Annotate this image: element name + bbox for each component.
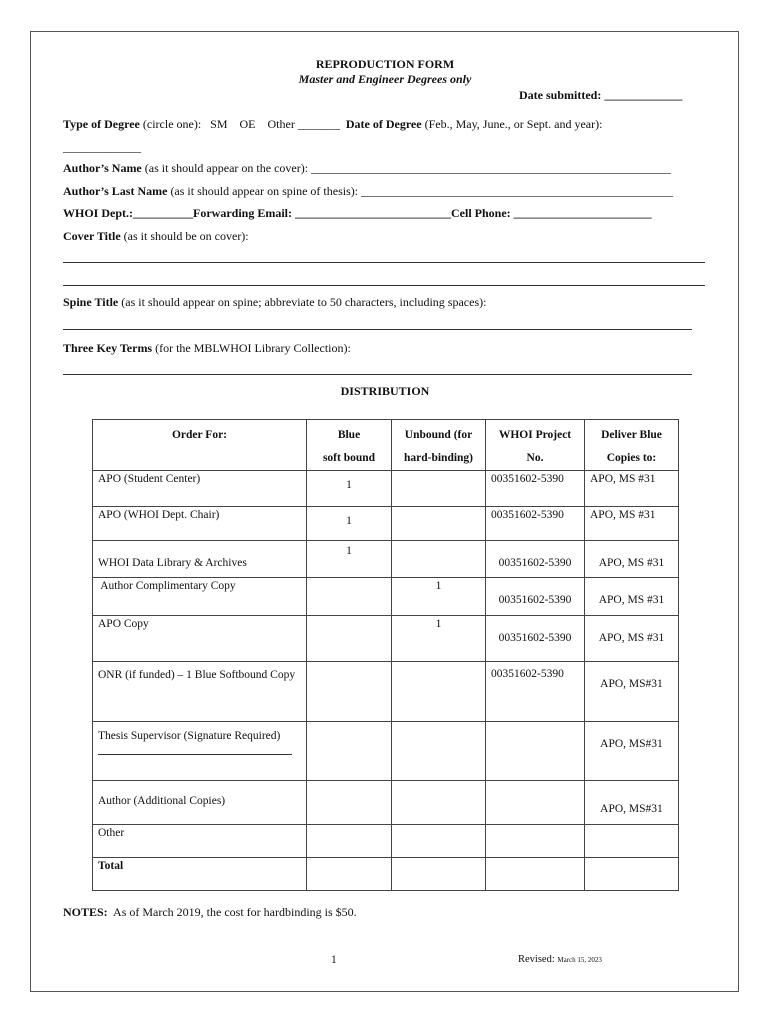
- cover-title-hint: (as it should be on cover):: [120, 229, 249, 243]
- table-row: [93, 507, 679, 541]
- col-blue-soft-bound: Blue soft bound: [307, 420, 392, 471]
- blue-cell[interactable]: [307, 781, 392, 825]
- deliver-cell: APO, MS#31: [585, 662, 679, 722]
- order-for-cell: Author Complimentary Copy: [93, 578, 307, 616]
- blue-cell[interactable]: [307, 616, 392, 662]
- deliver-cell: APO, MS #31: [585, 507, 679, 541]
- cover-title-field[interactable]: [63, 229, 249, 244]
- degree-date-line[interactable]: _____________: [63, 140, 141, 154]
- unbound-cell[interactable]: 1: [392, 578, 486, 616]
- degree-date-label: Date of Degree: [345, 117, 422, 131]
- revised-date-value: March 15, 2023: [557, 956, 602, 964]
- key-terms-hint: (for the MBLWHOI Library Collection):: [152, 341, 351, 355]
- unbound-cell[interactable]: 1: [392, 616, 486, 662]
- deliver-cell: [585, 858, 679, 891]
- spine-title-field[interactable]: [63, 295, 486, 310]
- revised-date: [518, 954, 602, 965]
- degree-options[interactable]: SM OE Other _______: [210, 117, 340, 131]
- order-for-cell: [93, 722, 307, 781]
- order-for-cell: APO Copy: [93, 616, 307, 662]
- order-for-cell: WHOI Data Library & Archives: [93, 541, 307, 578]
- spine-title-hint: (as it should appear on spine; abbreviate to 50 characters, including spaces):: [118, 295, 487, 309]
- author-name-label: Author’s Name: [63, 161, 142, 175]
- date-submitted-field[interactable]: Date submitted: _____________: [519, 88, 683, 102]
- table-row: [93, 722, 679, 781]
- unbound-cell[interactable]: [392, 722, 486, 781]
- page-number: 1: [331, 954, 337, 966]
- key-terms-label: Three Key Terms: [63, 341, 153, 355]
- distribution-table: [92, 419, 679, 891]
- cover-title-label: Cover Title: [63, 229, 121, 243]
- unbound-cell[interactable]: [392, 781, 486, 825]
- deliver-cell: APO, MS #31: [585, 541, 679, 578]
- table-row: [93, 662, 679, 722]
- deliver-cell: APO, MS #31: [585, 471, 679, 507]
- order-for-cell: Author (Additional Copies): [93, 781, 307, 825]
- project-cell: 00351602-5390: [486, 471, 585, 507]
- col-whoi-project: WHOI Project No.: [486, 420, 585, 471]
- cover-title-line-2[interactable]: [63, 285, 705, 286]
- degree-type-field[interactable]: [63, 117, 602, 132]
- revised-label: Revised:: [518, 954, 558, 965]
- table-row: [93, 616, 679, 662]
- whoi-dept-email-phone-field[interactable]: WHOI Dept.:__________Forwarding Email: __________________________Cell Phone: _______________________: [63, 206, 652, 220]
- author-last-name-label: Author’s Last Name: [63, 184, 168, 198]
- unbound-cell[interactable]: [392, 662, 486, 722]
- total-label: Total: [93, 858, 307, 891]
- cover-title-line-1[interactable]: [63, 262, 705, 263]
- deliver-cell: APO, MS #31: [585, 616, 679, 662]
- signature-line[interactable]: [98, 754, 292, 755]
- project-cell: 00351602-5390: [486, 662, 585, 722]
- deliver-cell: [585, 825, 679, 858]
- blue-cell[interactable]: 1: [307, 507, 392, 541]
- project-cell: 00351602-5390: [486, 616, 585, 662]
- distribution-heading: DISTRIBUTION: [340, 384, 430, 398]
- order-for-cell: APO (WHOI Dept. Chair): [93, 507, 307, 541]
- spine-title-label: Spine Title: [63, 295, 119, 309]
- form-subtitle: Master and Engineer Degrees only: [298, 72, 472, 86]
- author-name-field[interactable]: [63, 161, 671, 176]
- degree-type-label: Type of Degree: [63, 117, 140, 131]
- notes-label: NOTES:: [63, 905, 108, 919]
- form-title: REPRODUCTION FORM: [315, 57, 455, 71]
- key-terms-line[interactable]: [63, 374, 692, 375]
- table-row: [93, 858, 679, 891]
- blue-cell[interactable]: [307, 662, 392, 722]
- col-unbound: Unbound (for hard-binding): [392, 420, 486, 471]
- table-row: [93, 541, 679, 578]
- table-row: [93, 578, 679, 616]
- project-cell: 00351602-5390: [486, 541, 585, 578]
- table-row: [93, 781, 679, 825]
- blue-total-cell[interactable]: [307, 858, 392, 891]
- table-row: [93, 825, 679, 858]
- project-cell: [486, 858, 585, 891]
- degree-date-hint: (Feb., May, June., or Sept. and year):: [421, 117, 603, 131]
- unbound-cell[interactable]: [392, 471, 486, 507]
- blue-cell[interactable]: 1: [307, 471, 392, 507]
- table-row: [93, 471, 679, 507]
- unbound-cell[interactable]: [392, 507, 486, 541]
- degree-type-hint: (circle one):: [139, 117, 202, 131]
- order-for-cell: ONR (if funded) – 1 Blue Softbound Copy: [93, 662, 307, 722]
- unbound-total-cell[interactable]: [392, 858, 486, 891]
- order-for-cell: Other: [93, 825, 307, 858]
- col-order-for: Order For:: [93, 420, 307, 471]
- author-last-name-hint: (as it should appear on spine of thesis): ____________________________________________________: [167, 184, 674, 198]
- unbound-cell[interactable]: [392, 825, 486, 858]
- col-deliver-to: Deliver Blue Copies to:: [585, 420, 679, 471]
- deliver-cell: APO, MS #31: [585, 578, 679, 616]
- table-header-row: [93, 420, 679, 471]
- key-terms-field[interactable]: [63, 341, 351, 356]
- project-cell: 00351602-5390: [486, 578, 585, 616]
- blue-cell[interactable]: [307, 722, 392, 781]
- thesis-supervisor-label: Thesis Supervisor (Signature Required): [98, 730, 281, 742]
- order-for-cell: APO (Student Center): [93, 471, 307, 507]
- author-name-hint: (as it should appear on the cover): ____________________________________________________________: [141, 161, 672, 175]
- project-cell: [486, 825, 585, 858]
- author-last-name-field[interactable]: [63, 184, 673, 199]
- project-cell: [486, 722, 585, 781]
- blue-cell[interactable]: [307, 825, 392, 858]
- project-cell: [486, 781, 585, 825]
- project-cell: 00351602-5390: [486, 507, 585, 541]
- notes: [63, 905, 357, 920]
- blue-cell[interactable]: 1: [307, 541, 392, 578]
- blue-cell[interactable]: [307, 578, 392, 616]
- unbound-cell[interactable]: [392, 541, 486, 578]
- deliver-cell: APO, MS#31: [585, 781, 679, 825]
- deliver-cell: APO, MS#31: [585, 722, 679, 781]
- notes-text: As of March 2019, the cost for hardbinding is $50.: [107, 905, 357, 919]
- spine-title-line[interactable]: [63, 329, 692, 330]
